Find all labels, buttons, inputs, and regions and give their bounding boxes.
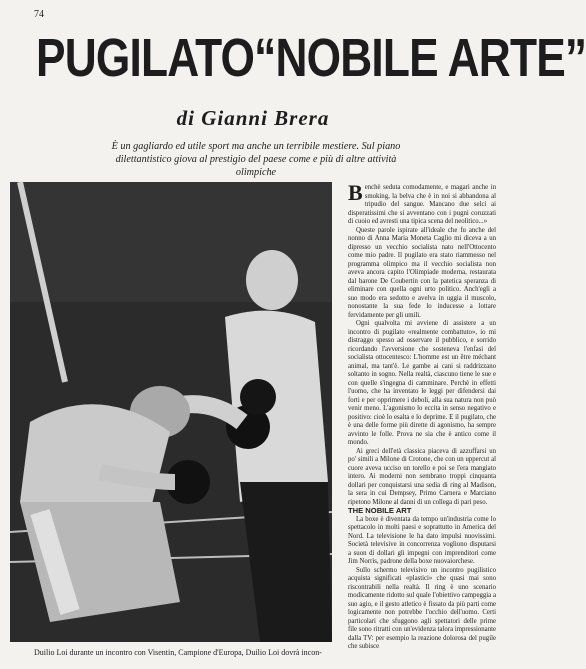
article-paragraph-1	[348, 180, 496, 227]
boxing-photo	[10, 182, 332, 642]
headline: PUGILATO“NOBILE ARTE”	[36, 28, 586, 88]
boxing-photo-illustration	[10, 182, 332, 642]
page-number: 74	[34, 9, 44, 20]
drop-cap: B	[348, 180, 363, 205]
article-paragraph-4: Ai greci dell'età classica piaceva di azzuffarsi un po' simili a Milone di Crotone, che con un uppercut al cuore aveva ucciso un torello e poi se l'era mangiato intero. Ai moderni non sembrano troppi cinquanta dollari per conquistarsi una sedia di ring al Madison, la sera in cui Dempsey, Primo Carnera e Marciano ripetono Milone al danni di un collega di pari peso.	[348, 447, 496, 506]
article-column	[348, 180, 496, 652]
article-paragraph-1-text: enchè seduta comodamente, e magari anche in smoking, la belva che è in noi si abbandona al tripudio del sangue. Mancano due selci ai disperatissimi che si avventano con i pugni coruzzati di cuoio ed avresti una tipica scena del neolitico...»	[348, 184, 496, 225]
article-paragraph-2: Queste parole ispirate all'ideale che fu anche del nonno di Anna Maria Moneta Caglio mi diceva a un dipresso un vecchio socialista nato nell'Ottocento come mio padre. Il pugilato era stato riammesso nel programma olimpico ma il vecchio socialista non aveva ancora capito l'Olimpiade moderna, restaurata dal barone De Coubertin con la patetica speranza di eliminare con quella ogni urto politico. Anch'egli a suo modo era sedotto e avelva in uggia il muscolo, nonostante la sua fede lo inducesse a lottare fervidamente per gli umili.	[348, 226, 496, 319]
section-paragraph-2: Sullo schermo televisivo un incontro pugilistico acquista significati «plastici» che quasi mai sono riscontrabili nella realtà. Il ring è uno scenario modicamente ridotto sul quale l'obiettivo campeggia a suo agio, e il gesto atletico è fissato da più parti come logicamente non potrebbe l'occhio dell'uomo. Certi particolari che sfuggono agli spettatori delle prime file sono ritratti con un'evidenza talora impressionante dalla TV: per esempio la reazione dolorosa del pugile che subisce	[348, 566, 496, 650]
byline: di Gianni Brera	[176, 106, 330, 130]
subtitle: È un gagliardo ed utile sport ma anche un terribile mestiere. Sul piano dilettantistico giova al prestigio del paese come e più di altre attività olimpiche	[111, 141, 401, 178]
photo-caption: Duilio Loi durante un incontro con Visentin, Campione d'Europa, Duilio Loi dovrà incon-	[34, 648, 322, 657]
section-paragraph-1: La boxe è diventata da tempo un'industria come lo spettacolo in molti paesi e soprattutto in America del Nord. La televisione le ha dato impulsi nuovissimi. Società televisive in concorrenza vogliono disputarsi a suon di dollari gli impegni con imprenditori come Jim Norris, padrone della boxe nuovaiorchese.	[348, 515, 496, 565]
article-paragraph-3: Ogni qualvolta mi avviene di assistere a un incontro di pugilato «realmente combattuto», io mi distraggo spesso ad osservare il pubblico, e sorrido ricordando l'avversione che sosteneva l'enfasi del socialista ottocentesco: L'homme est un être méchant animal, ma tant'è. Le gambe ai cani si raddrizzano soltanto in sogno. Nella realtà, ciascuno tiene le sue e con quelle s'ingegna di camminare. Perchè in effetti l'uomo, che ha inventato le leggi per difendersi dai forti e per opprimere i deboli, alla sua natura non può venir meno. L'agonismo lo eccita in senso negativo e positivo: cioè lo esalta e lo deprime. E il pugilato, che è una delle forme più dirette di agonismo, ha sempre avvinto le folle. Prova ne sia che è antico come il mondo.	[348, 320, 496, 446]
section-heading: THE NOBILE ART	[348, 506, 412, 515]
